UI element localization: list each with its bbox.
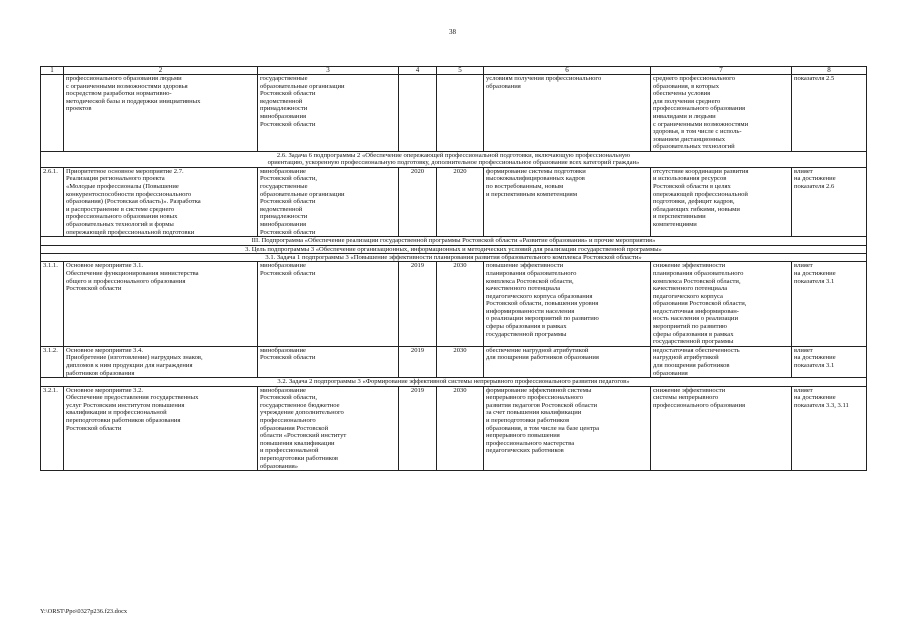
col-header: 6	[484, 67, 651, 75]
section-row	[41, 151, 867, 167]
indicator-cell: влияет на достижение показателя 2.6	[792, 167, 867, 236]
table-row	[41, 386, 867, 471]
page-number: 38	[449, 28, 456, 36]
executor-cell: минобразование Ростовской области	[258, 262, 399, 347]
consequence-cell: недостаточная обеспеченность нагрудной атрибутикой для поощрения работников образования	[651, 346, 792, 377]
executor-cell: государственные образовательные организации Ростовской области ведомственной принадлежности минобразования Ростовской области	[258, 75, 399, 152]
section-row	[41, 237, 867, 245]
table-row	[41, 262, 867, 347]
section-heading: 3.1. Задача 1 подпрограммы 3 «Повышение эффективности планирования развития образовательного комплекса Ростовской области»	[41, 253, 867, 261]
result-cell: условиям получения профессионального образования	[484, 75, 651, 152]
col-header: 4	[399, 67, 437, 75]
column-number-row	[41, 67, 867, 75]
measure-cell: профессионального образования людьми с ограниченными возможностями здоровья посредством разработки нормативно- методической базы и поддержки инициативных проектов	[64, 75, 258, 152]
table-row	[41, 75, 867, 152]
end-year: 2030	[437, 346, 484, 377]
row-number: 2.6.1.	[41, 167, 64, 236]
end-year: 2030	[437, 262, 484, 347]
measure-cell: Основное мероприятие 3.1. Обеспечение функционирования министерства общего и профессионального образования Ростовской области	[64, 262, 258, 347]
executor-cell: минобразование Ростовской области, государственные образовательные организации Ростовской области ведомственной принадлежности минобразования Ростовской области	[258, 167, 399, 236]
section-row	[41, 245, 867, 253]
start-year: 2019	[399, 386, 437, 471]
result-cell: формирование эффективной системы непрерывного профессионального развития педагогов Ростовской области за счет повышения квалификации и переподготовки работников образования, в том числе на базе центра непрерывного повышения профессионального мастерства педагогических работников	[484, 386, 651, 471]
col-header: 5	[437, 67, 484, 75]
result-cell: формирование системы подготовки высококвалифицированных кадров по востребованным, новым и перспективным компетенциям	[484, 167, 651, 236]
section-row	[41, 253, 867, 261]
col-header: 2	[64, 67, 258, 75]
table-row	[41, 346, 867, 377]
result-cell: повышение эффективности планирования образовательного комплекса Ростовской области, качественного потенциала педагогического корпуса образования Ростовской области, повышения уровня информированности населения о реализации мероприятий по развитию сферы образования в рамках государственной программы	[484, 262, 651, 347]
measures-table	[40, 66, 867, 471]
section-heading: III. Подпрограмма «Обеспечение реализации государственной программы Ростовской области «Развитие образования» и прочие мероприятия»	[41, 237, 867, 245]
indicator-cell: влияет на достижение показателя 3.1	[792, 346, 867, 377]
start-year: 2019	[399, 346, 437, 377]
executor-cell: минобразование Ростовской области, государственное бюджетное учреждение дополнительного профессионального образования Ростовской области «Ростовский институт повышения квалификации и профессиональной переподготовки работников образования»	[258, 386, 399, 471]
consequence-cell: отсутствие координации развития и использования ресурсов Ростовской области в целях опережающей профессиональной подготовки, дефицит кадров, обладающих гибкими, новыми и перспективными компетенциями	[651, 167, 792, 236]
consequence-cell: снижение эффективности системы непрерывного профессионального образования	[651, 386, 792, 471]
col-header: 8	[792, 67, 867, 75]
end-year: 2020	[437, 167, 484, 236]
end-year: 2030	[437, 386, 484, 471]
section-heading: 3.2. Задача 2 подпрограммы 3 «Формирование эффективной системы непрерывного профессионального развития педагогов»	[41, 378, 867, 386]
table-row	[41, 167, 867, 236]
executor-cell: минобразование Ростовской области	[258, 346, 399, 377]
col-header: 3	[258, 67, 399, 75]
measure-cell: Основное мероприятие 3.2. Обеспечение предоставления государственных услуг Ростовским институтом повышения квалификации и профессиональной переподготовки работников образования Ростовской области	[64, 386, 258, 471]
row-number: 3.1.1.	[41, 262, 64, 347]
indicator-cell: показателя 2.5	[792, 75, 867, 152]
measure-cell: Приоритетное основное мероприятие 2.7. Реализация регионального проекта «Молодые профессионалы (Повышение конкурентоспособности профессионального образования) (Ростовская область)». Разработка и распространение в системе среднего профессионального образования новых образовательных технологий и формы опережающей профессиональной подготовки	[64, 167, 258, 236]
start-year: 2019	[399, 262, 437, 347]
file-path-footer: Y:\ORST\Ppo\0327p236.f23.docx	[40, 608, 128, 615]
start-year: 2020	[399, 167, 437, 236]
consequence-cell: снижение эффективности планирования образовательного комплекса Ростовской области, качественного потенциала педагогического корпуса образования Ростовской области, недостаточная информирован- ность населения о реализации мероприятий по развитию сферы образования в рамках государственной программы	[651, 262, 792, 347]
col-header: 7	[651, 67, 792, 75]
section-row	[41, 378, 867, 386]
indicator-cell: влияет на достижение показателя 3.3, 3.11	[792, 386, 867, 471]
measure-cell: Основное мероприятие 3.4. Приобретение (изготовление) нагрудных знаков, дипломов к ним продукции для награждения работников образования	[64, 346, 258, 377]
indicator-cell: влияет на достижение показателя 3.1	[792, 262, 867, 347]
section-heading: 3. Цель подпрограммы 3 «Обеспечение организационных, информационных и методических условий для реализации государственной программы»	[41, 245, 867, 253]
row-number: 3.1.2.	[41, 346, 64, 377]
section-heading: 2.6. Задача 6 подпрограммы 2 «Обеспечение опережающей профессиональной подготовки, включающую профессиональную ориентацию, ускоренную профессиональную подготовку, дополнительное профессиональное образование всех категорий граждан»	[41, 151, 867, 167]
row-number: 3.2.1.	[41, 386, 64, 471]
consequence-cell: среднего профессионального образования, в которых обеспечены условия для получения среднего профессионального образования инвалидами и людьми с ограниченными возможностями здоровья, в том числе с исполь- зованием дистанционных образовательных технологий	[651, 75, 792, 152]
col-header: 1	[41, 67, 64, 75]
result-cell: обеспечение нагрудной атрибутикой для поощрения работников образования	[484, 346, 651, 377]
